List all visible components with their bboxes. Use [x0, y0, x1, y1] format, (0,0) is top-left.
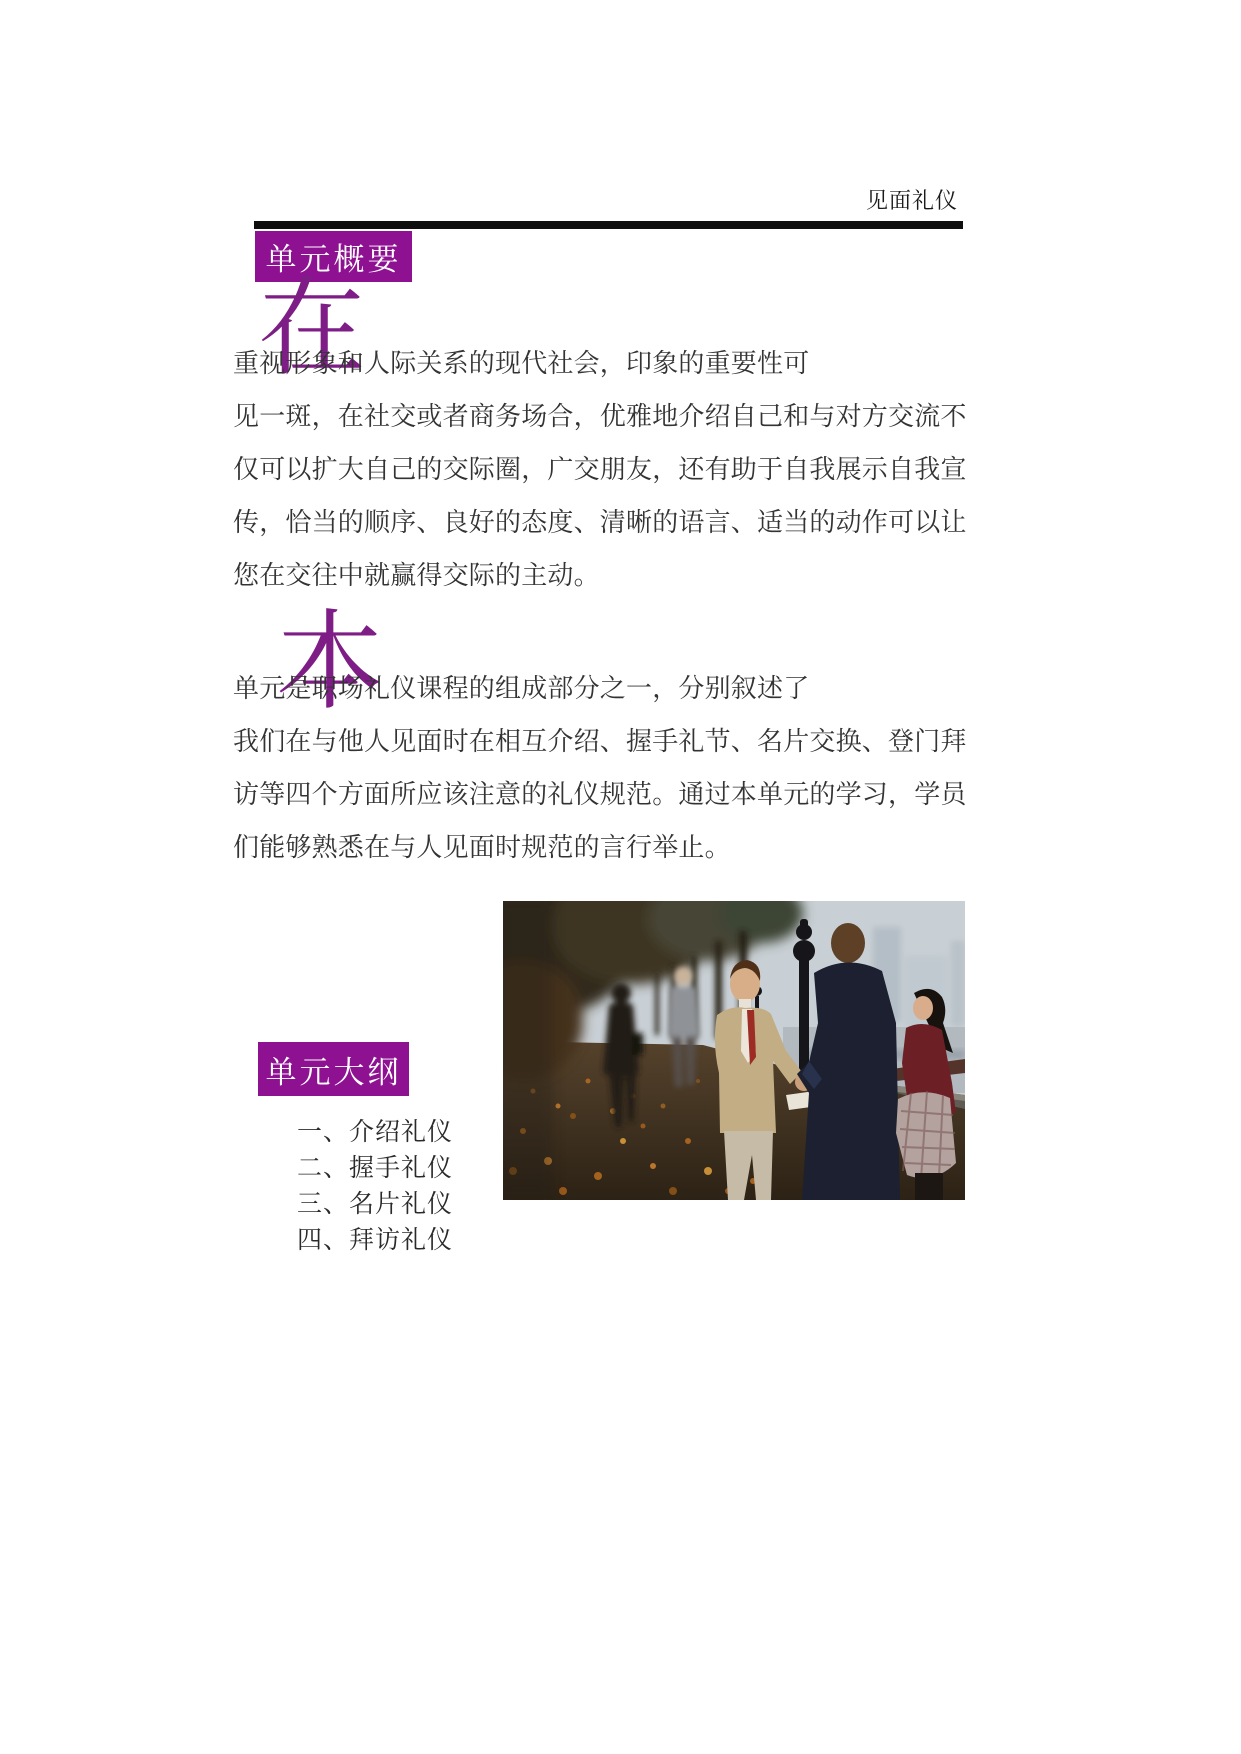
paragraph-line: 传，恰当的顺序、良好的态度、清晰的语言、适当的动作可以让	[233, 507, 967, 537]
page-header-title: 见面礼仪	[865, 188, 958, 213]
paragraph-line: 仅可以扩大自己的交际圈，广交朋友，还有助于自我展示自我宣	[233, 454, 967, 484]
paragraph-line: 见一斑，在社交或者商务场合，优雅地介绍自己和与对方交流不	[233, 401, 967, 431]
paragraph-line: 访等四个方面所应该注意的礼仪规范。通过本单元的学习，学员	[233, 779, 967, 809]
handshake-photo-scene	[503, 901, 965, 1200]
overview-paragraph-2	[233, 652, 965, 864]
handshake-photo	[503, 901, 965, 1200]
outline-item: 四、拜访礼仪	[297, 1226, 454, 1254]
outline-list	[297, 1112, 453, 1256]
paragraph-line: 我们在与他人见面时在相互介绍、握手礼节、名片交换、登门拜	[233, 726, 967, 756]
section-label-outline	[258, 1042, 409, 1096]
outline-item: 三、名片礼仪	[297, 1190, 454, 1218]
dropcap-ben: 本	[276, 601, 385, 722]
overview-paragraph-1	[233, 327, 965, 592]
section-label-outline-text: 单元大纲	[265, 1054, 402, 1090]
dropcap-zai: 在	[258, 267, 367, 388]
outline-item: 二、握手礼仪	[297, 1154, 454, 1182]
photo-vignette	[503, 901, 553, 1200]
section-label-overview-text: 单元概要	[265, 242, 402, 277]
header-rule	[254, 221, 963, 229]
paragraph-line: 们能够熟悉在与人见面时规范的言行举止。	[233, 832, 731, 862]
paragraph-line: 您在交往中就赢得交际的主动。	[233, 560, 600, 590]
paragraph-line: 重视形象和人际关系的现代社会，印象的重要性可	[233, 348, 810, 378]
paragraph-line: 单元是职场礼仪课程的组成部分之一，分别叙述了	[233, 673, 810, 703]
outline-item: 一、介绍礼仪	[297, 1118, 454, 1146]
